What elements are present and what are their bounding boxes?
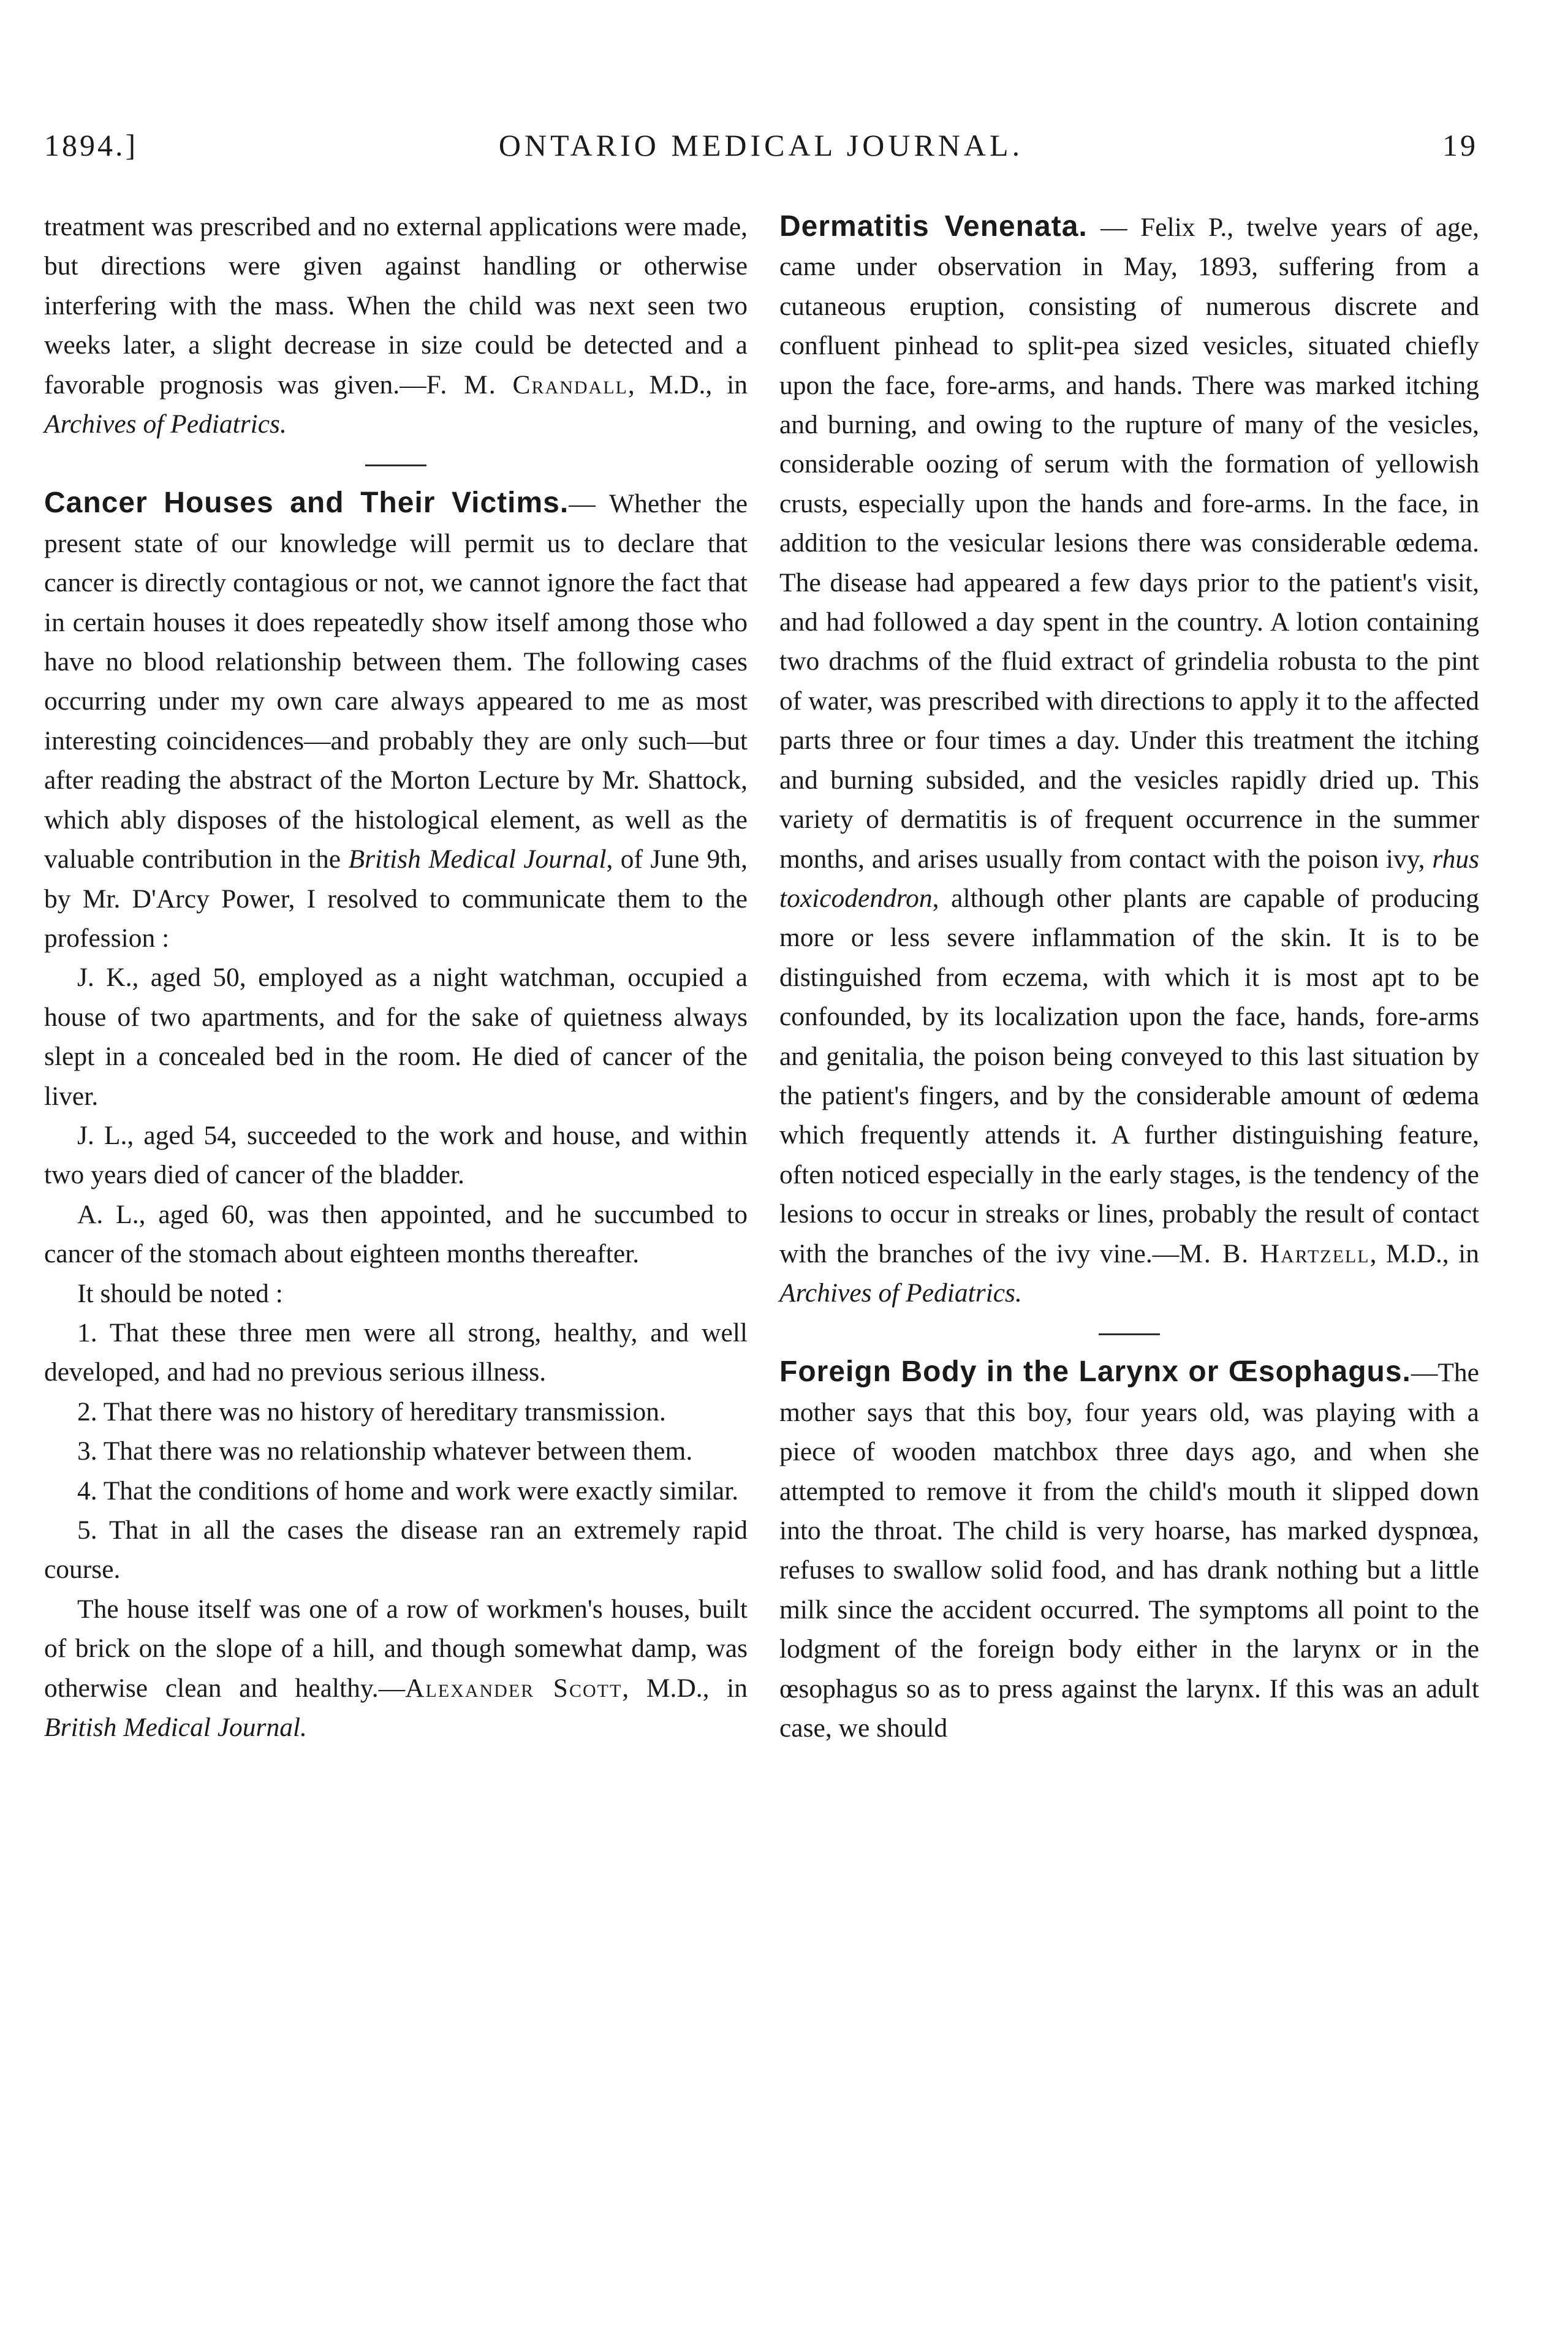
noted-point: 4. That the conditions of home and work were exactly similar. <box>77 1476 739 1506</box>
case-paragraph: J. K., aged 50, employed as a night watchman, occupied a house of two apartments, and for the sake of quietness always slept in a concealed bed in the room. He died of cancer of the liver. <box>44 963 748 1111</box>
continuation-source: Archives of Pediatrics. <box>44 409 287 439</box>
noted-point: 1. That these three men were all strong, healthy, and well developed, and had no previous serious illness. <box>44 1317 748 1387</box>
continuation-paragraph <box>44 207 748 444</box>
journal-title: ONTARIO MEDICAL JOURNAL. <box>498 128 1024 162</box>
dermatitis-paragraph <box>779 207 1479 1313</box>
dermatitis-author: M. B. Hartzell <box>1179 1238 1370 1268</box>
dermatitis-source: Archives of Pediatrics. <box>779 1278 1022 1308</box>
cancer-author-suffix: , M.D., in <box>622 1673 748 1703</box>
cancer-intro-paragraph <box>44 483 748 958</box>
cancer-closing-paragraph <box>44 1590 748 1748</box>
continuation-author-suffix: , M.D., in <box>627 370 748 400</box>
cancer-heading-dash: — <box>569 489 596 519</box>
dermatitis-plant-name: rhus toxicodendron <box>779 844 1479 913</box>
foreign-body-article-heading: Foreign Body in the Larynx or Œsophagus. <box>779 1355 1411 1389</box>
continuation-text: treatment was prescribed and no external applications were made, but directions were given against handling or otherwise interfering with the mass. When the child was next seen two weeks later, a slight decrease in size could be detected and a favorable prognosis was given.— <box>44 212 748 400</box>
cancer-source: British Medical Journal. <box>44 1713 307 1743</box>
cancer-intro-journal: British Medical Journal <box>348 844 607 874</box>
left-column <box>44 207 748 1747</box>
cancer-author: Alexander Scott <box>405 1673 623 1703</box>
section-divider <box>1099 1333 1160 1335</box>
case-paragraph: J. L., aged 54, succeeded to the work and house, and within two years died of cancer of the bladder. <box>44 1120 748 1190</box>
dermatitis-author-suffix: , M.D., in <box>1369 1238 1479 1268</box>
cancer-article-heading: Cancer Houses and Their Victims. <box>44 487 569 520</box>
foreign-body-paragraph <box>779 1352 1479 1748</box>
noted-point: 3. That there was no relationship whatever between them. <box>77 1436 693 1466</box>
dermatitis-body-start: Felix P., twelve years of age, came under observation in May, 1893, suffering from a cutaneous eruption, consisting of numerous discrete and confluent pinhead to split-pea sized vesicles, situated chiefly upon the face, fore-arms, and hands. There was marked itching and burning, and owing to the rupture of many of the vesicles, considerable oozing of serum with the formation of yellowish crusts, especially upon the hands and fore-arms. In the face, in addition to the vesicular lesions there was considerable œdema. The disease had appeared a few days prior to the patient's visit, and had followed a day spent in the country. A lotion containing two drachms of the fluid extract of grindelia robusta to the pint of water, was prescribed with directions to apply it to the affected parts three or four times a day. Under this treatment the itching and burning subsided, and the vesicles rapidly dried up. This variety of dermatitis is of frequent occurrence in the summer months, and arises usually from contact with the poison ivy, <box>779 213 1479 874</box>
page-number: 19 <box>1442 128 1478 162</box>
right-column <box>779 207 1479 1748</box>
cancer-intro-end: , of June 9th, by Mr. D'Arcy Power, I resolved to communicate them to the profession : <box>44 844 748 953</box>
foreign-body-heading-dash: — <box>1411 1358 1438 1388</box>
noted-point: 5. That in all the cases the disease ran an extremely rapid course. <box>44 1515 748 1585</box>
continuation-author: F. M. Crandall <box>426 370 628 400</box>
header-year: 1894.] <box>44 128 138 162</box>
noted-point: 2. That there was no history of hereditary transmission. <box>77 1397 666 1427</box>
cancer-closing-text: The house itself was one of a row of workmen's houses, built of brick on the slope of a hill, and though somewhat damp, was otherwise clean and healthy.— <box>44 1594 748 1703</box>
case-paragraph: A. L., aged 60, was then appointed, and he succumbed to cancer of the stomach about eighteen months thereafter. <box>44 1199 748 1269</box>
dermatitis-article-heading: Dermatitis Venenata. <box>779 210 1088 243</box>
dermatitis-heading-dash: — <box>1087 213 1141 242</box>
noted-intro: It should be noted : <box>77 1278 283 1308</box>
dermatitis-body-end: , although other plants are capable of producing more or less severe inflammation of the skin. It is to be distinguished from eczema, with which it is most apt to be confounded, by its localization upon the face, hands, fore-arms and genitalia, the poison being conveyed to this last situation by the patient's fingers, and by the considerable amount of œdema which frequently attends it. A further distinguishing feature, often noticed especially in the early stages, is the tendency of the lesions to occur in streaks or lines, probably the result of contact with the branches of the ivy vine.— <box>779 883 1479 1268</box>
foreign-body-text: The mother says that this boy, four years old, was playing with a piece of wooden matchbox three days ago, and when she attempted to remove it from the child's mouth it slipped down into the throat. The child is very hoarse, has marked dyspnœa, refuses to swallow solid food, and has drank nothing but a little milk since the accident occurred. The symptoms all point to the lodgment of the foreign body either in the larynx or in the œsophagus so as to press against the larynx. If this was an adult case, we should <box>779 1358 1479 1743</box>
page-header <box>44 127 1478 170</box>
section-divider <box>365 464 426 466</box>
cancer-intro-text: Whether the present state of our knowledge will permit us to declare that cancer is directly contagious or not, we cannot ignore the fact that in certain houses it does repeatedly show itself among those who have no blood relationship between them. The following cases occurring under my own care always appeared to me as most interesting coincidences—and probably they are only such—but after reading the abstract of the Morton Lecture by Mr. Shattock, which ably disposes of the histological element, as well as the valuable contribution in the <box>44 489 748 874</box>
